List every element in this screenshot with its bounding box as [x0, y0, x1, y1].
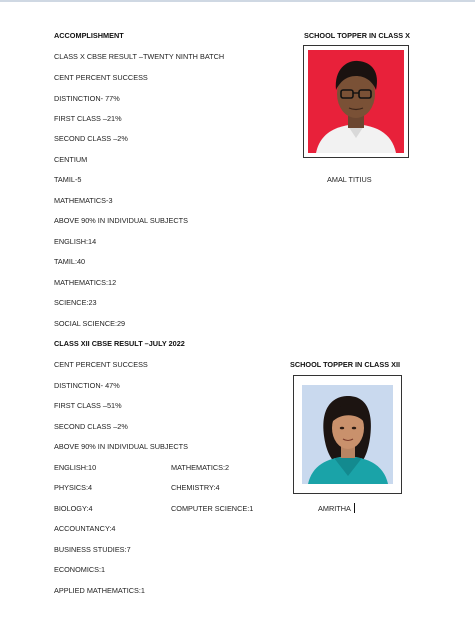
class-x-centium-maths: MATHEMATICS-3 — [54, 196, 113, 205]
class-xii-subject: ENGLISH:10 — [54, 463, 97, 472]
class-xii-subject: BIOLOGY:4 — [54, 504, 93, 513]
class-x-distinction: DISTINCTION- 77% — [54, 94, 120, 103]
class-xii-subject: PHYSICS:4 — [54, 483, 93, 492]
class-xii-cent-percent: CENT PERCENT SUCCESS — [54, 360, 148, 369]
class-x-cent-percent: CENT PERCENT SUCCESS — [54, 73, 148, 82]
class-x-first-class: FIRST CLASS –21% — [54, 114, 122, 123]
class-xii-result-title: CLASS XII CBSE RESULT –JULY 2022 — [54, 339, 185, 348]
class-x-second-class: SECOND CLASS –2% — [54, 134, 128, 143]
topper-x-photo — [303, 45, 409, 158]
class-xii-distinction: DISTINCTION- 47% — [54, 381, 120, 390]
topper-xii-photo — [293, 375, 402, 494]
text-cursor — [354, 503, 355, 513]
accomplishment-heading: ACCOMPLISHMENT — [54, 31, 124, 40]
class-x-above90-item: MATHEMATICS:12 — [54, 278, 117, 287]
class-xii-subject: APPLIED MATHEMATICS:1 — [54, 586, 145, 595]
class-x-above90-item: TAMIL:40 — [54, 257, 86, 266]
class-x-result-title: CLASS X CBSE RESULT –TWENTY NINTH BATCH — [54, 52, 225, 61]
class-xii-subject: CHEMISTRY:4 — [171, 483, 220, 492]
class-xii-first-class: FIRST CLASS –51% — [54, 401, 122, 410]
page-top-border — [0, 0, 475, 2]
class-x-above90-item: SCIENCE:23 — [54, 298, 97, 307]
class-xii-second-class: SECOND CLASS –2% — [54, 422, 128, 431]
class-xii-above90-label: ABOVE 90% IN INDIVIDUAL SUBJECTS — [54, 442, 188, 451]
class-xii-subject: ACCOUNTANCY:4 — [54, 524, 116, 533]
class-xii-subject: ECONOMICS:1 — [54, 565, 106, 574]
class-xii-subject: COMPUTER SCIENCE:1 — [171, 504, 254, 513]
topper-xii-portrait-icon — [294, 376, 401, 493]
class-x-above90-item: SOCIAL SCIENCE:29 — [54, 319, 126, 328]
topper-xii-name: AMRITHA — [318, 504, 351, 513]
class-x-above90-item: ENGLISH:14 — [54, 237, 97, 246]
class-x-centium-tamil: TAMIL-5 — [54, 175, 82, 184]
class-xii-subject: MATHEMATICS:2 — [171, 463, 230, 472]
class-xii-subject: BUSINESS STUDIES:7 — [54, 545, 131, 554]
topper-x-name: AMAL TITIUS — [327, 175, 372, 184]
topper-x-portrait-icon — [304, 46, 408, 157]
topper-x-heading: SCHOOL TOPPER IN CLASS X — [304, 31, 410, 40]
class-x-above90-label: ABOVE 90% IN INDIVIDUAL SUBJECTS — [54, 216, 188, 225]
class-x-centium-label: CENTIUM — [54, 155, 88, 164]
topper-xii-heading: SCHOOL TOPPER IN CLASS XII — [290, 360, 401, 369]
